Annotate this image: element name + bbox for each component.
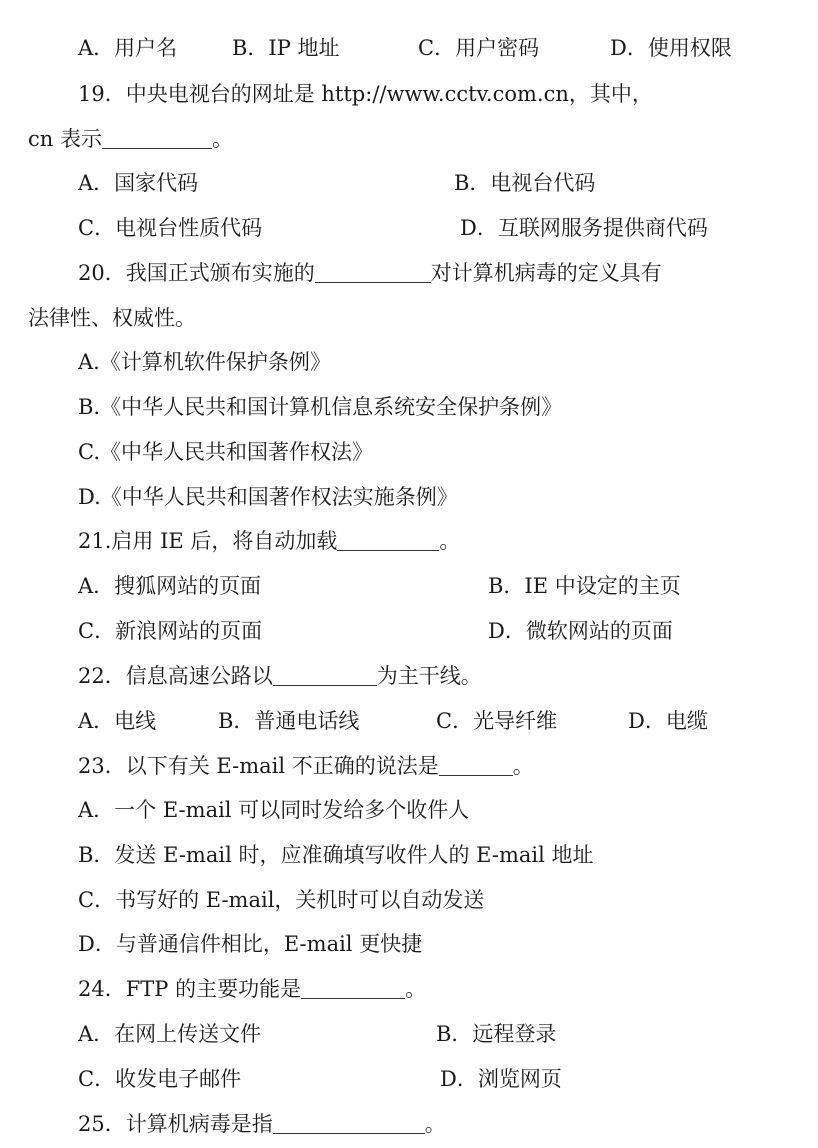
- q23-stem: [78, 751, 534, 781]
- q24-stem: [78, 974, 426, 1004]
- q22-stem-line: [0, 661, 818, 691]
- q22-answer-blank: [273, 663, 377, 686]
- q21-options-row-2: [0, 616, 818, 646]
- q19-stem-line: [0, 79, 818, 109]
- q25-stem-text: 25．计算机病毒是指: [78, 1112, 273, 1136]
- q25-stem-end: 。: [424, 1112, 446, 1136]
- q21-option-d: D．微软网站的页面: [488, 619, 673, 643]
- q19-option-a: A．国家代码: [78, 171, 199, 195]
- q18-option-a: A．用户名: [78, 36, 178, 60]
- q22-option-a: A．电线: [78, 709, 157, 733]
- q20-option-b: B.《中华人民共和国计算机信息系统安全保护条例》: [78, 395, 563, 419]
- q20-option-b-line: [0, 392, 818, 422]
- q22-option-c: C．光导纤维: [436, 709, 558, 733]
- q19-options-row-1: [0, 168, 818, 198]
- q22-options-row: [0, 706, 818, 736]
- q24-stem-text: 24．FTP 的主要功能是: [78, 977, 302, 1001]
- q24-options-row-2: [0, 1064, 818, 1094]
- q21-stem-text: 21.启用 IE 后，将自动加载: [78, 529, 338, 553]
- q21-option-c: C．新浪网站的页面: [78, 619, 263, 643]
- q24-stem-line: [0, 974, 818, 1004]
- q19-options-row-2: [0, 213, 818, 243]
- q22-option-b: B．普通电话线: [218, 709, 360, 733]
- q24-option-c: C．收发电子邮件: [78, 1067, 242, 1091]
- q25-answer-blank: [273, 1111, 425, 1134]
- q18-option-c: C．用户密码: [418, 36, 540, 60]
- q23-option-d-line: [0, 929, 818, 959]
- q23-option-a-line: [0, 795, 818, 825]
- q23-option-d: D．与普通信件相比，E-mail 更快捷: [78, 932, 423, 956]
- q24-options-row-1: [0, 1019, 818, 1049]
- q25-stem: [78, 1109, 446, 1139]
- q21-stem: [78, 526, 460, 556]
- q23-stem-line: [0, 751, 818, 781]
- q20-stem-text-2: 对计算机病毒的定义具有: [430, 261, 662, 285]
- q20-option-d: D.《中华人民共和国著作权法实施条例》: [78, 485, 458, 509]
- q21-answer-blank: [337, 528, 439, 551]
- q23-option-c-line: [0, 885, 818, 915]
- q19-stem-end: 。: [211, 127, 233, 151]
- q19-answer-blank: [102, 126, 212, 149]
- q22-stem-text-2: 为主干线。: [376, 664, 482, 688]
- q23-option-c: C．书写好的 E-mail，关机时可以自动发送: [78, 888, 485, 912]
- q23-option-b-line: [0, 840, 818, 870]
- q20-stem-line: [0, 258, 818, 288]
- q21-options-row-1: [0, 571, 818, 601]
- q24-option-a: A．在网上传送文件: [78, 1022, 262, 1046]
- q22-stem-text: 22．信息高速公路以: [78, 664, 273, 688]
- q25-stem-line: [0, 1109, 818, 1139]
- q23-stem-text: 23．以下有关 E-mail 不正确的说法是: [78, 754, 439, 778]
- q21-stem-line: [0, 526, 818, 556]
- q20-stem-cont-line: [0, 303, 818, 333]
- q21-stem-end: 。: [439, 529, 461, 553]
- q22-option-d: D．电缆: [628, 709, 708, 733]
- q22-stem: [78, 661, 482, 691]
- q20-option-c: C.《中华人民共和国著作权法》: [78, 440, 373, 464]
- q20-stem: [78, 258, 662, 288]
- q20-option-d-line: [0, 482, 818, 512]
- q20-answer-blank: [315, 260, 431, 283]
- q23-option-a: A．一个 E-mail 可以同时发给多个收件人: [78, 798, 470, 822]
- q23-option-b: B．发送 E-mail 时，应准确填写收件人的 E-mail 地址: [78, 843, 594, 867]
- q24-option-b: B．远程登录: [436, 1022, 557, 1046]
- q19-stem-cont: [28, 124, 233, 154]
- q18-options-row: [0, 33, 818, 63]
- q23-stem-end: 。: [512, 754, 534, 778]
- q20-option-a-line: [0, 347, 818, 377]
- q21-option-a: A．搜狐网站的页面: [78, 574, 262, 598]
- q20-option-c-line: [0, 437, 818, 467]
- q19-stem-cont-line: [0, 124, 818, 154]
- q20-stem-cont: 法律性、权威性。: [28, 306, 196, 330]
- q18-option-d: D．使用权限: [610, 36, 732, 60]
- q19-stem: 19．中央电视台的网址是 http://www.cctv.com.cn，其中，: [78, 82, 653, 106]
- q24-option-d: D．浏览网页: [440, 1067, 562, 1091]
- q20-stem-text: 20．我国正式颁布实施的: [78, 261, 315, 285]
- q19-stem-cont-text: cn 表示: [28, 127, 102, 151]
- q21-option-b: B．IE 中设定的主页: [488, 574, 681, 598]
- q24-stem-end: 。: [405, 977, 427, 1001]
- q20-option-a: A.《计算机软件保护条例》: [78, 350, 331, 374]
- q23-answer-blank: [439, 753, 513, 776]
- q19-option-c: C．电视台性质代码: [78, 216, 263, 240]
- q19-option-b: B．电视台代码: [454, 171, 596, 195]
- q18-option-b: B．IP 地址: [232, 36, 340, 60]
- q24-answer-blank: [301, 976, 405, 999]
- q19-option-d: D．互联网服务提供商代码: [460, 216, 708, 240]
